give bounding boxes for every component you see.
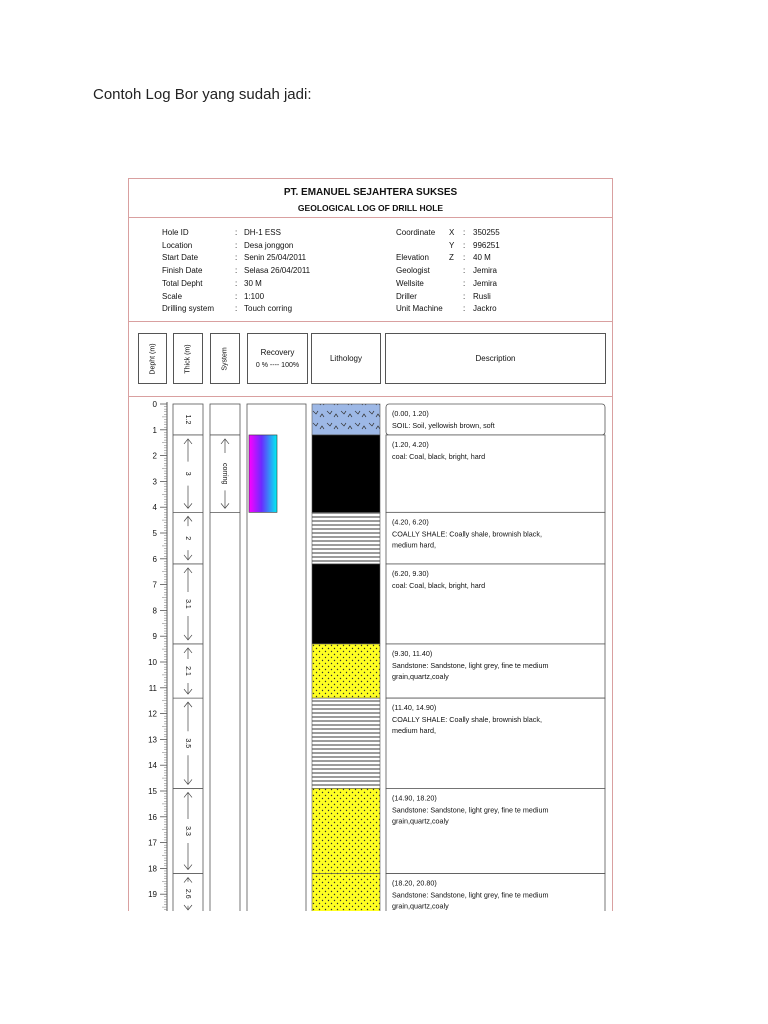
info-label: Geologist: [396, 266, 430, 276]
info-value: 996251: [473, 240, 500, 250]
depth-tick-label: 18: [148, 864, 157, 874]
info-label: Total Depht: [162, 278, 203, 288]
description-text: SOIL: Soil, yellowish brown, soft: [392, 421, 495, 430]
description-text: Sandstone: Sandstone, light grey, fine te medium: [392, 805, 549, 815]
recovery-header-label: Recovery: [260, 348, 295, 357]
description-text: coal: Coal, black, bright, hard: [392, 580, 486, 590]
info-value: Selasa 26/04/2011: [244, 266, 311, 276]
recovery-bar: [249, 435, 277, 512]
depth-tick-label: 8: [152, 606, 157, 616]
depth-tick-label: 13: [148, 735, 157, 745]
drill-log-sheet: [128, 178, 613, 911]
info-label: Driller: [396, 291, 417, 301]
depth-tick-label: 3: [152, 477, 157, 487]
info-label: Location: [162, 240, 193, 250]
thickness-value: 3.1: [184, 599, 192, 609]
company-title: PT. EMANUEL SEJAHTERA SUKSES: [283, 187, 458, 198]
description-range: (18.20, 20.80): [392, 878, 437, 888]
depth-tick-label: 5: [152, 529, 157, 538]
info-value: DH-1 ESS: [244, 228, 281, 237]
lithology-layer-sandstone: [312, 644, 380, 698]
lithology-layer-coal: [312, 564, 380, 644]
info-label: Hole ID: [162, 228, 189, 237]
info-value: Rusli: [473, 291, 491, 301]
lithology-layer-coal: [312, 435, 380, 512]
thickness-value: 1.2: [184, 414, 192, 425]
recovery-scale-label: 0 % ---- 100%: [255, 362, 300, 369]
depth-tick-label: 2: [152, 451, 157, 461]
lithology-layer-sandstone: [312, 874, 380, 911]
description-text: Sandstone: Sandstone, light grey, fine te medium: [392, 890, 549, 900]
depth-tick-label: 6: [152, 554, 157, 564]
info-value: Desa jonggon: [244, 240, 294, 250]
info-label: Elevation: [396, 253, 429, 263]
depth-tick-label: 7: [152, 580, 157, 590]
system-header-label: System: [221, 346, 229, 371]
description-text: medium hard,: [392, 540, 436, 550]
depth-tick-label: 16: [148, 812, 157, 822]
info-value: Touch corring: [244, 304, 293, 314]
depth-tick-label: 1: [152, 425, 157, 435]
info-value: Jackro: [473, 304, 497, 314]
info-label: Finish Date: [162, 266, 203, 276]
info-value: 350255: [473, 228, 500, 237]
depth-tick-label: 17: [148, 838, 157, 848]
drill-log-diagram: [129, 179, 612, 911]
depth-tick-label: 9: [152, 632, 157, 642]
info-value: Senin 25/04/2011: [244, 253, 307, 263]
info-value: 30 M: [244, 278, 262, 288]
description-header-label: Description: [475, 354, 516, 363]
lithology-layer-soil: [312, 404, 380, 435]
log-subtitle: GEOLOGICAL LOG OF DRILL HOLE: [297, 203, 444, 213]
depth-tick-label: 0: [152, 400, 157, 409]
lithology-layer-shale: [312, 512, 380, 564]
description-range: (14.90, 18.20): [392, 793, 437, 803]
thickness-value: 3.3: [184, 826, 192, 836]
description-text: grain,quartz,coaly: [392, 671, 449, 681]
description-text: Sandstone: Sandstone, light grey, fine te medium: [392, 660, 549, 670]
info-right-colons: : : : : : : :: [463, 228, 466, 314]
description-range: (6.20, 9.30): [392, 568, 429, 578]
lithology-header-label: Lithology: [329, 354, 363, 363]
lithology-layer-shale: [312, 698, 380, 788]
axis-label: Z: [449, 253, 454, 263]
info-value: Jemira: [473, 266, 498, 276]
depth-tick-label: 10: [148, 658, 157, 667]
thickness-value: 3: [184, 471, 192, 476]
thickness-value: 2.6: [184, 888, 192, 899]
depth-tick-label: 4: [152, 503, 157, 513]
thickness-value: 2: [184, 536, 192, 541]
description-text: medium hard,: [392, 726, 436, 736]
thickness-value: 2.1: [184, 666, 192, 676]
info-label: Start Date: [162, 253, 199, 263]
depth-tick-label: 12: [148, 709, 157, 719]
description-text: COALLY SHALE: Coally shale, brownish black,: [392, 529, 542, 539]
axis-label: X: [449, 228, 455, 237]
info-value: 1:100: [244, 291, 265, 301]
page-caption: Contoh Log Bor yang sudah jadi:: [93, 86, 312, 103]
description-text: coal: Coal, black, bright, hard: [392, 451, 486, 461]
description-range: (9.30, 11.40): [392, 648, 433, 658]
info-value: 40 M: [473, 253, 491, 263]
info-label: Wellsite: [396, 278, 424, 288]
info-label: Coordinate: [396, 228, 436, 237]
depth-tick-label: 19: [148, 890, 157, 900]
depth-tick-label: 11: [148, 683, 157, 693]
description-range: (1.20, 4.20): [392, 439, 429, 449]
description-text: grain,quartz,coaly: [392, 816, 449, 826]
description-range: (11.40, 14.90): [392, 703, 437, 713]
info-value: Jemira: [473, 278, 498, 288]
info-left-colons: : : : : : : :: [235, 228, 238, 314]
depth-tick-label: 15: [148, 787, 157, 796]
description-text: grain,quartz,coaly: [392, 901, 449, 911]
depth-header-label: Depht (m): [149, 342, 156, 375]
info-label: Unit Machine: [396, 304, 443, 314]
system-corring-label: corring: [221, 462, 229, 485]
description-text: COALLY SHALE: Coally shale, brownish black,: [392, 715, 542, 725]
info-label: Drilling system: [162, 304, 215, 314]
lithology-layer-sandstone: [312, 788, 380, 873]
description-range: (0.00, 1.20): [392, 409, 429, 418]
description-range: (4.20, 6.20): [392, 517, 429, 527]
thickness-value: 3.5: [184, 738, 192, 749]
info-label: Scale: [162, 291, 183, 301]
axis-label: Y: [449, 240, 455, 250]
depth-tick-label: 14: [148, 761, 157, 771]
thick-header-label: Thick (m): [184, 343, 192, 374]
